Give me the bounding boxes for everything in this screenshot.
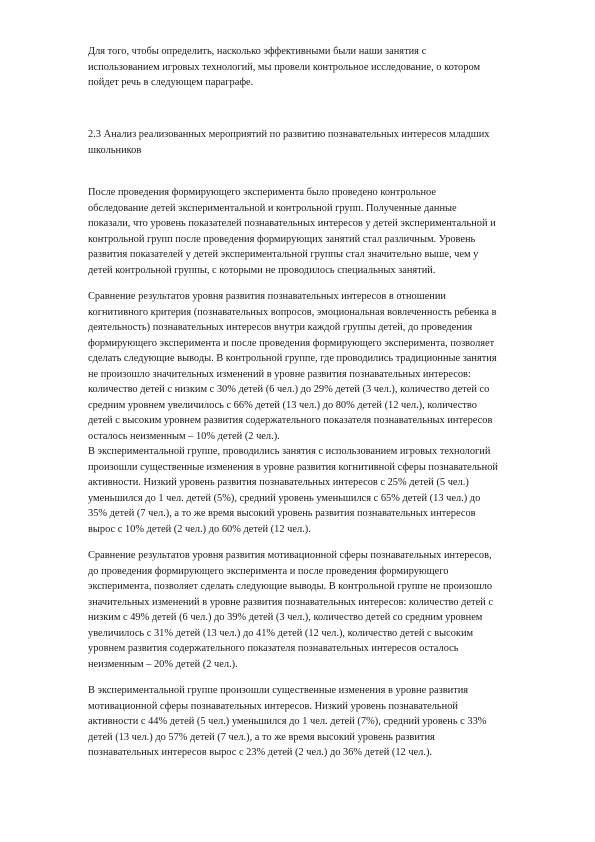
paragraph-cognitive-control: Сравнение результатов уровня развития познавательных интересов в отношении когнитивного критерия (познавательных вопросов, эмоциональная вовлеченность ребенка в деятельность) познавательных интересов внутри каждой группы детей, до проведения формирующего эксперимента и после проведения формирующего эксперимента, позволяет сделать следующие выводы. В контрольной группе, где проводились традиционные занятия не произошло значительных изменений в уровне развития познавательных интересов: количество детей с низким с 30% детей (6 чел.) до 29% детей (3 чел.), количество детей со средним уровнем увеличилось с 66% детей (13 чел.) до 80% детей (12 чел.), количество детей с высоким уровнем развития содержательного показателя познавательных интересов осталось неизменным – 10% детей (2 чел.). bbox=[88, 291, 497, 442]
paragraph-control-survey: После проведения формирующего эксперимента было проведено контрольное обследование детей экспериментальной и контрольной групп. Полученные данные показали, что уровень показателей познавательных интересов у детей экспериментальной и контрольной групп после проведения формирующих занятий стал различным. Уровень развития показателей у детей экспериментальной группы стал значительно выше, чем у детей контрольной группы, с которыми не проводилось специальных занятий. bbox=[88, 187, 496, 276]
paragraph-motivational-control: Сравнение результатов уровня развития мотивационной сферы познавательных интересов, до проведения формирующего эксперимента и после проведения формирующего эксперимента, позволяет сделать следующие выводы. В контрольной группе не произошло значительных изменений в уровне развития познавательных интересов: количество детей с низким с 49% детей (6 чел.) до 39% детей (3 чел.), количество детей со средним уровнем увеличилось с 31% детей (13 чел.) до 41% детей (12 чел.), количество детей с высоким уровнем развития содержательного показателя познавательных интересов осталось неизменным – 20% детей (2 чел.). bbox=[88, 550, 493, 670]
section-heading: 2.3 Анализ реализованных мероприятий по развитию познавательных интересов младших школьников bbox=[88, 129, 490, 156]
paragraph-cognitive-experimental: В экспериментальной группе, проводились занятия с использованием игровых технологий произошли существенные изменения в уровне развития когнитивной сферы познавательной активности. Низкий уровень развития познавательных интересов с 25% детей (5 чел.) уменьшился до 1 чел. детей (5%), средний уровень уменьшился с 65% детей (13 чел.) до 35% детей (7 чел.), а то же время высокий уровень развития познавательных интересов вырос с 10% детей (2 чел.) до 60% детей (12 чел.). bbox=[88, 446, 498, 535]
paragraph-motivational-experimental: В экспериментальной группе произошли существенные изменения в уровне развития мотивационной сферы познавательных интересов. Низкий уровень познавательной активности с 44% детей (5 чел.) уменьшился до 1 чел. детей (7%), средний уровень с 33% детей (13 чел.) до 57% детей (7 чел.), а то же время высокий уровень развития познавательных интересов вырос с 23% детей (2 чел.) до 36% детей (12 чел.). bbox=[88, 685, 487, 758]
paragraph-intro: Для того, чтобы определить, насколько эффективными были наши занятия с использованием игровых технологий, мы провели контрольное исследование, о котором пойдет речь в следующем параграфе. bbox=[88, 46, 481, 88]
